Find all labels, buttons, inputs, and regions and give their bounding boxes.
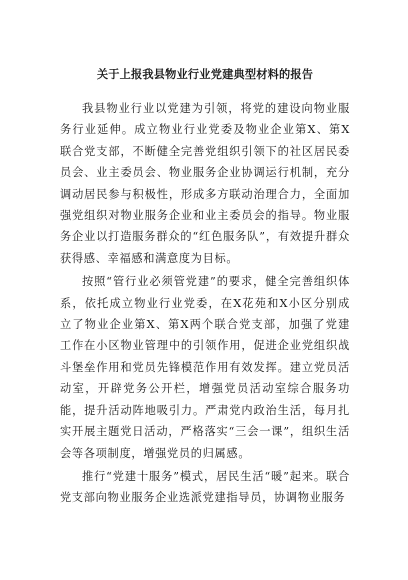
document-title: 关于上报我县物业行业党建典型材料的报告: [96, 68, 314, 81]
document-body: [60, 98, 350, 511]
document-page: [60, 0, 350, 580]
paragraph-1: 我县物业行业以党建为引领，将党的建设向物业服务行业延伸。成立物业行业党委及物业企业第X、第X联合党支部，不断健全完善党组织引领下的社区居民委员会、业主委员会、物业服务企业协调运行机制，充分调动居民参与积极性，形成多方联动治理合力，全面加强党组织对物业服务企业和业主委员会的指导。物业服务企业以打造服务群众的“红色服务队”，有效提升群众获得感、幸福感和满意度为目标。: [60, 102, 350, 265]
paragraph-2: 按照“管行业必须管党建”的要求，健全完善组织体系，依托成立物业行业党委，在X花苑和X小区分别成立了物业企业第X、第X两个联合党支部，加强了党建工作在小区物业管理中的引领作用，促进企业党组织战斗堡垒作用和党员先锋模范作用有效发挥。建立党员活动室，开辟党务公开栏，增强党员活动室综合服务功能，提升活动阵地吸引力。严肃党内政治生活，每月扎实开展主题党日活动，严格落实“三会一课”，组织生活会等各项制度，增强党员的归属感。: [60, 275, 350, 460]
paragraph-3: 推行“党建十服务”模式，居民生活“暖”起来。联合党支部向物业服务企业选派党建指导员，协调物业服务: [60, 469, 350, 505]
